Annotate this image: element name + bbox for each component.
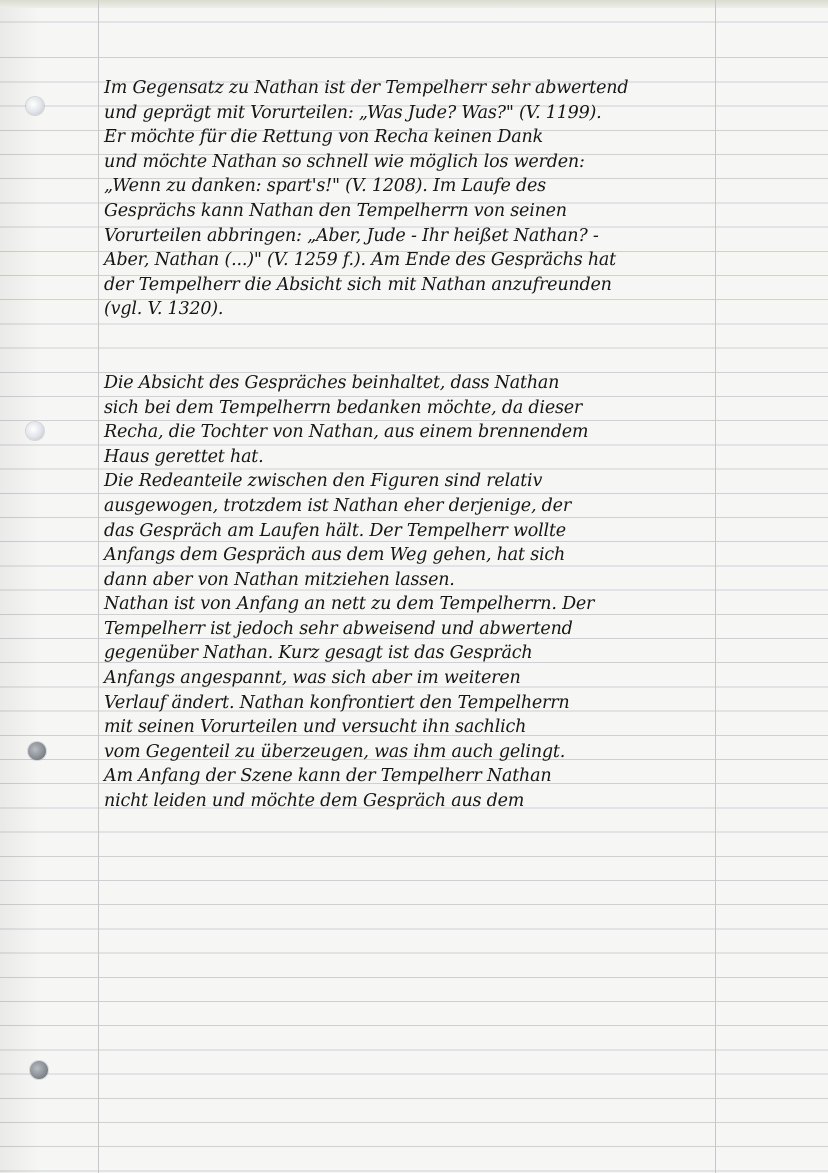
text-line: ausgewogen, trotzdem ist Nathan eher derjenige, der [104,495,571,516]
top-strip [0,0,828,8]
text-line: Recha, die Tochter von Nathan, aus einem brennendem [104,422,589,443]
text-line: Anfangs dem Gespräch aus dem Weg gehen, hat sich [104,545,566,566]
text-line: Gesprächs kann Nathan den Tempelherrn von seinen [104,200,567,221]
text-line: (vgl. V. 1320). [104,299,224,320]
text-line: sich bei dem Tempelherrn bedanken möchte, da dieser [104,397,583,418]
handwritten-text [104,76,716,814]
paragraph-1 [104,76,716,322]
punch-hole [26,422,44,440]
text-line: Im Gegensatz zu Nathan ist der Tempelherr sehr abwertend [104,78,629,98]
text-line: vom Gegenteil zu überzeugen, was ihm auch gelingt. [104,741,566,762]
text-line: mit seinen Vorurteilen und versucht ihn sachlich [104,717,527,738]
text-line: nicht leiden und möchte dem Gespräch aus dem [104,791,525,812]
text-line: Verlauf ändert. Nathan konfrontiert den Tempelherrn [104,692,570,713]
punch-hole [30,1061,48,1079]
punch-hole [28,742,46,760]
text-line: Die Redeanteile zwischen den Figuren sind relativ [104,471,543,492]
text-line: der Tempelherr die Absicht sich mit Nathan anzufreunden [104,274,612,295]
paragraph-gap [104,322,716,371]
left-margin-line [98,0,99,1173]
text-line: dann aber von Nathan mitziehen lassen. [104,569,455,590]
text-line: Tempelherr ist jedoch sehr abweisend und abwertend [104,618,573,639]
text-line: und geprägt mit Vorurteilen: „Was Jude? Was?" (V. 1199). [104,102,602,123]
text-line: Er möchte für die Rettung von Recha keinen Dank [104,127,543,148]
text-line: Vorurteilen abbringen: „Aber, Jude - Ihr heißet Nathan? - [104,225,599,246]
text-line: Aber, Nathan (...)" (V. 1259 f.). Am Ende des Gesprächs hat [104,250,616,271]
text-line: Anfangs angespannt, was sich aber im weiteren [104,668,521,689]
text-line: Die Absicht des Gespräches beinhaltet, dass Nathan [104,372,560,393]
text-line: gegenüber Nathan. Kurz gesagt ist das Gespräch [104,643,533,664]
text-line: „Wenn zu danken: spart's!" (V. 1208). Im Laufe des [104,176,546,197]
text-line: Nathan ist von Anfang an nett zu dem Tempelherrn. Der [104,594,595,615]
text-line: das Gespräch am Laufen hält. Der Tempelherr wollte [104,520,566,541]
text-line: Am Anfang der Szene kann der Tempelherr Nathan [104,766,552,787]
text-line: und möchte Nathan so schnell wie möglich los werden: [104,151,585,172]
punch-hole [26,97,44,115]
paragraph-2 [104,371,716,814]
text-line: Haus gerettet hat. [104,446,264,467]
